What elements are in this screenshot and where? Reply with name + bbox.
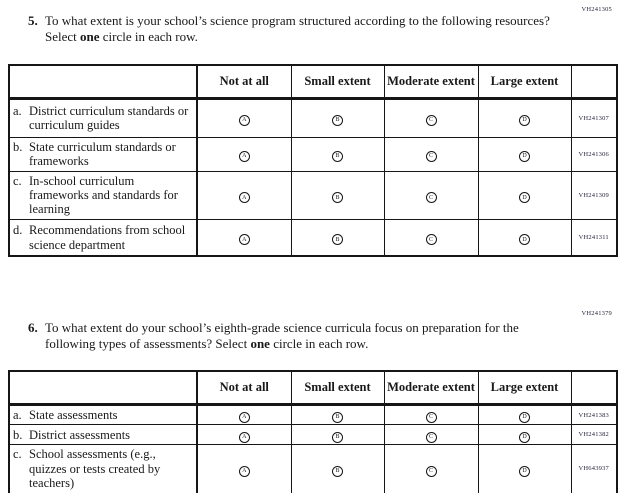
row-letter: b. [13, 427, 23, 442]
column-header-large-extent: Large extent [478, 65, 571, 98]
question-5-prompt: To what extent is your school’s science program structured according to the following resources? Select [45, 13, 550, 44]
option-b-circle[interactable]: B [332, 412, 343, 423]
option-a-circle[interactable]: A [239, 192, 250, 203]
option-d-circle[interactable]: D [519, 115, 530, 126]
row-code: VH241309 [571, 171, 617, 219]
option-d-circle[interactable]: D [519, 466, 530, 477]
question-5-prompt-bold: one [80, 28, 100, 44]
table-row [9, 425, 617, 445]
option-c-circle[interactable]: C [426, 466, 437, 477]
header-row [9, 371, 617, 405]
question-6-prompt: To what extent do your school’s eighth-grade science curricula focus on preparation for the following types of assessments? Select [45, 320, 519, 351]
row-text: District curriculum standards or curriculum guides [29, 103, 189, 133]
option-c-circle[interactable]: C [426, 192, 437, 203]
question-6-code: VH241379 [581, 310, 612, 318]
question-6-number: 6. [28, 320, 38, 336]
row-letter: c. [13, 173, 22, 188]
corner-cell [9, 65, 197, 98]
row-code: VH241382 [571, 425, 617, 445]
question-5-table [8, 64, 618, 257]
option-a-circle[interactable]: A [239, 412, 250, 423]
row-code: VH643937 [571, 445, 617, 493]
option-c-circle[interactable]: C [426, 151, 437, 162]
question-5-number: 5. [28, 13, 38, 28]
table-row [9, 445, 617, 493]
column-header-moderate-extent: Moderate extent [384, 371, 478, 405]
row-label [9, 137, 197, 171]
option-d-circle[interactable]: D [519, 412, 530, 423]
column-header-not-at-all: Not at all [197, 65, 291, 98]
row-text: State assessments [29, 408, 118, 422]
question-6-text [28, 320, 550, 351]
option-a-circle[interactable]: A [239, 432, 250, 443]
option-b-circle[interactable]: B [332, 151, 343, 162]
option-b-circle[interactable]: B [332, 234, 343, 245]
question-6-table [8, 370, 618, 493]
question-5-prompt-end: circle in each row. [99, 28, 198, 44]
row-letter: d. [13, 223, 23, 238]
option-b-circle[interactable]: B [332, 432, 343, 443]
question-5-text [28, 13, 550, 44]
row-letter: b. [13, 139, 23, 154]
column-header-small-extent: Small extent [291, 371, 384, 405]
column-header-small-extent: Small extent [291, 65, 384, 98]
column-header-not-at-all: Not at all [197, 371, 291, 405]
table-row [9, 98, 617, 137]
row-text: District assessments [29, 427, 131, 442]
row-text: Recommendations from school science department [29, 223, 186, 252]
question-5 [8, 6, 616, 257]
row-label [9, 425, 197, 445]
option-d-circle[interactable]: D [519, 432, 530, 443]
row-text: In-school curriculum frameworks and standards for learning [29, 173, 178, 217]
question-6 [8, 310, 616, 493]
row-label [9, 445, 197, 493]
option-c-circle[interactable]: C [426, 432, 437, 443]
option-c-circle[interactable]: C [426, 412, 437, 423]
question-6-prompt-bold: one [250, 335, 270, 351]
option-b-circle[interactable]: B [332, 192, 343, 203]
row-text: School assessments (e.g., quizzes or tests created by teachers) [29, 447, 161, 491]
option-a-circle[interactable]: A [239, 115, 250, 126]
row-code: VH241383 [571, 405, 617, 425]
option-b-circle[interactable]: B [332, 115, 343, 126]
table-row [9, 171, 617, 219]
row-label [9, 219, 197, 256]
question-5-code: VH241305 [581, 6, 612, 13]
table-row [9, 405, 617, 425]
table-row [9, 137, 617, 171]
corner-cell [9, 371, 197, 405]
table-row [9, 219, 617, 256]
question-6-prompt-end: circle in each row. [269, 335, 369, 351]
option-d-circle[interactable]: D [519, 192, 530, 203]
row-letter: a. [13, 408, 22, 422]
row-code: VH241306 [571, 137, 617, 171]
row-text: State curriculum standards or frameworks [29, 139, 176, 169]
column-header-large-extent: Large extent [478, 371, 571, 405]
code-column-header [571, 371, 617, 405]
option-b-circle[interactable]: B [332, 466, 343, 477]
row-letter: c. [13, 447, 22, 462]
option-d-circle[interactable]: D [519, 151, 530, 162]
column-header-moderate-extent: Moderate extent [384, 65, 478, 98]
option-a-circle[interactable]: A [239, 466, 250, 477]
option-c-circle[interactable]: C [426, 115, 437, 126]
header-row [9, 65, 617, 98]
code-column-header [571, 65, 617, 98]
row-label [9, 98, 197, 137]
option-c-circle[interactable]: C [426, 234, 437, 245]
row-letter: a. [13, 103, 22, 118]
row-code: VH241311 [571, 219, 617, 256]
row-label [9, 171, 197, 219]
option-d-circle[interactable]: D [519, 234, 530, 245]
row-label [9, 405, 197, 425]
option-a-circle[interactable]: A [239, 151, 250, 162]
row-code: VH241307 [571, 98, 617, 137]
option-a-circle[interactable]: A [239, 234, 250, 245]
